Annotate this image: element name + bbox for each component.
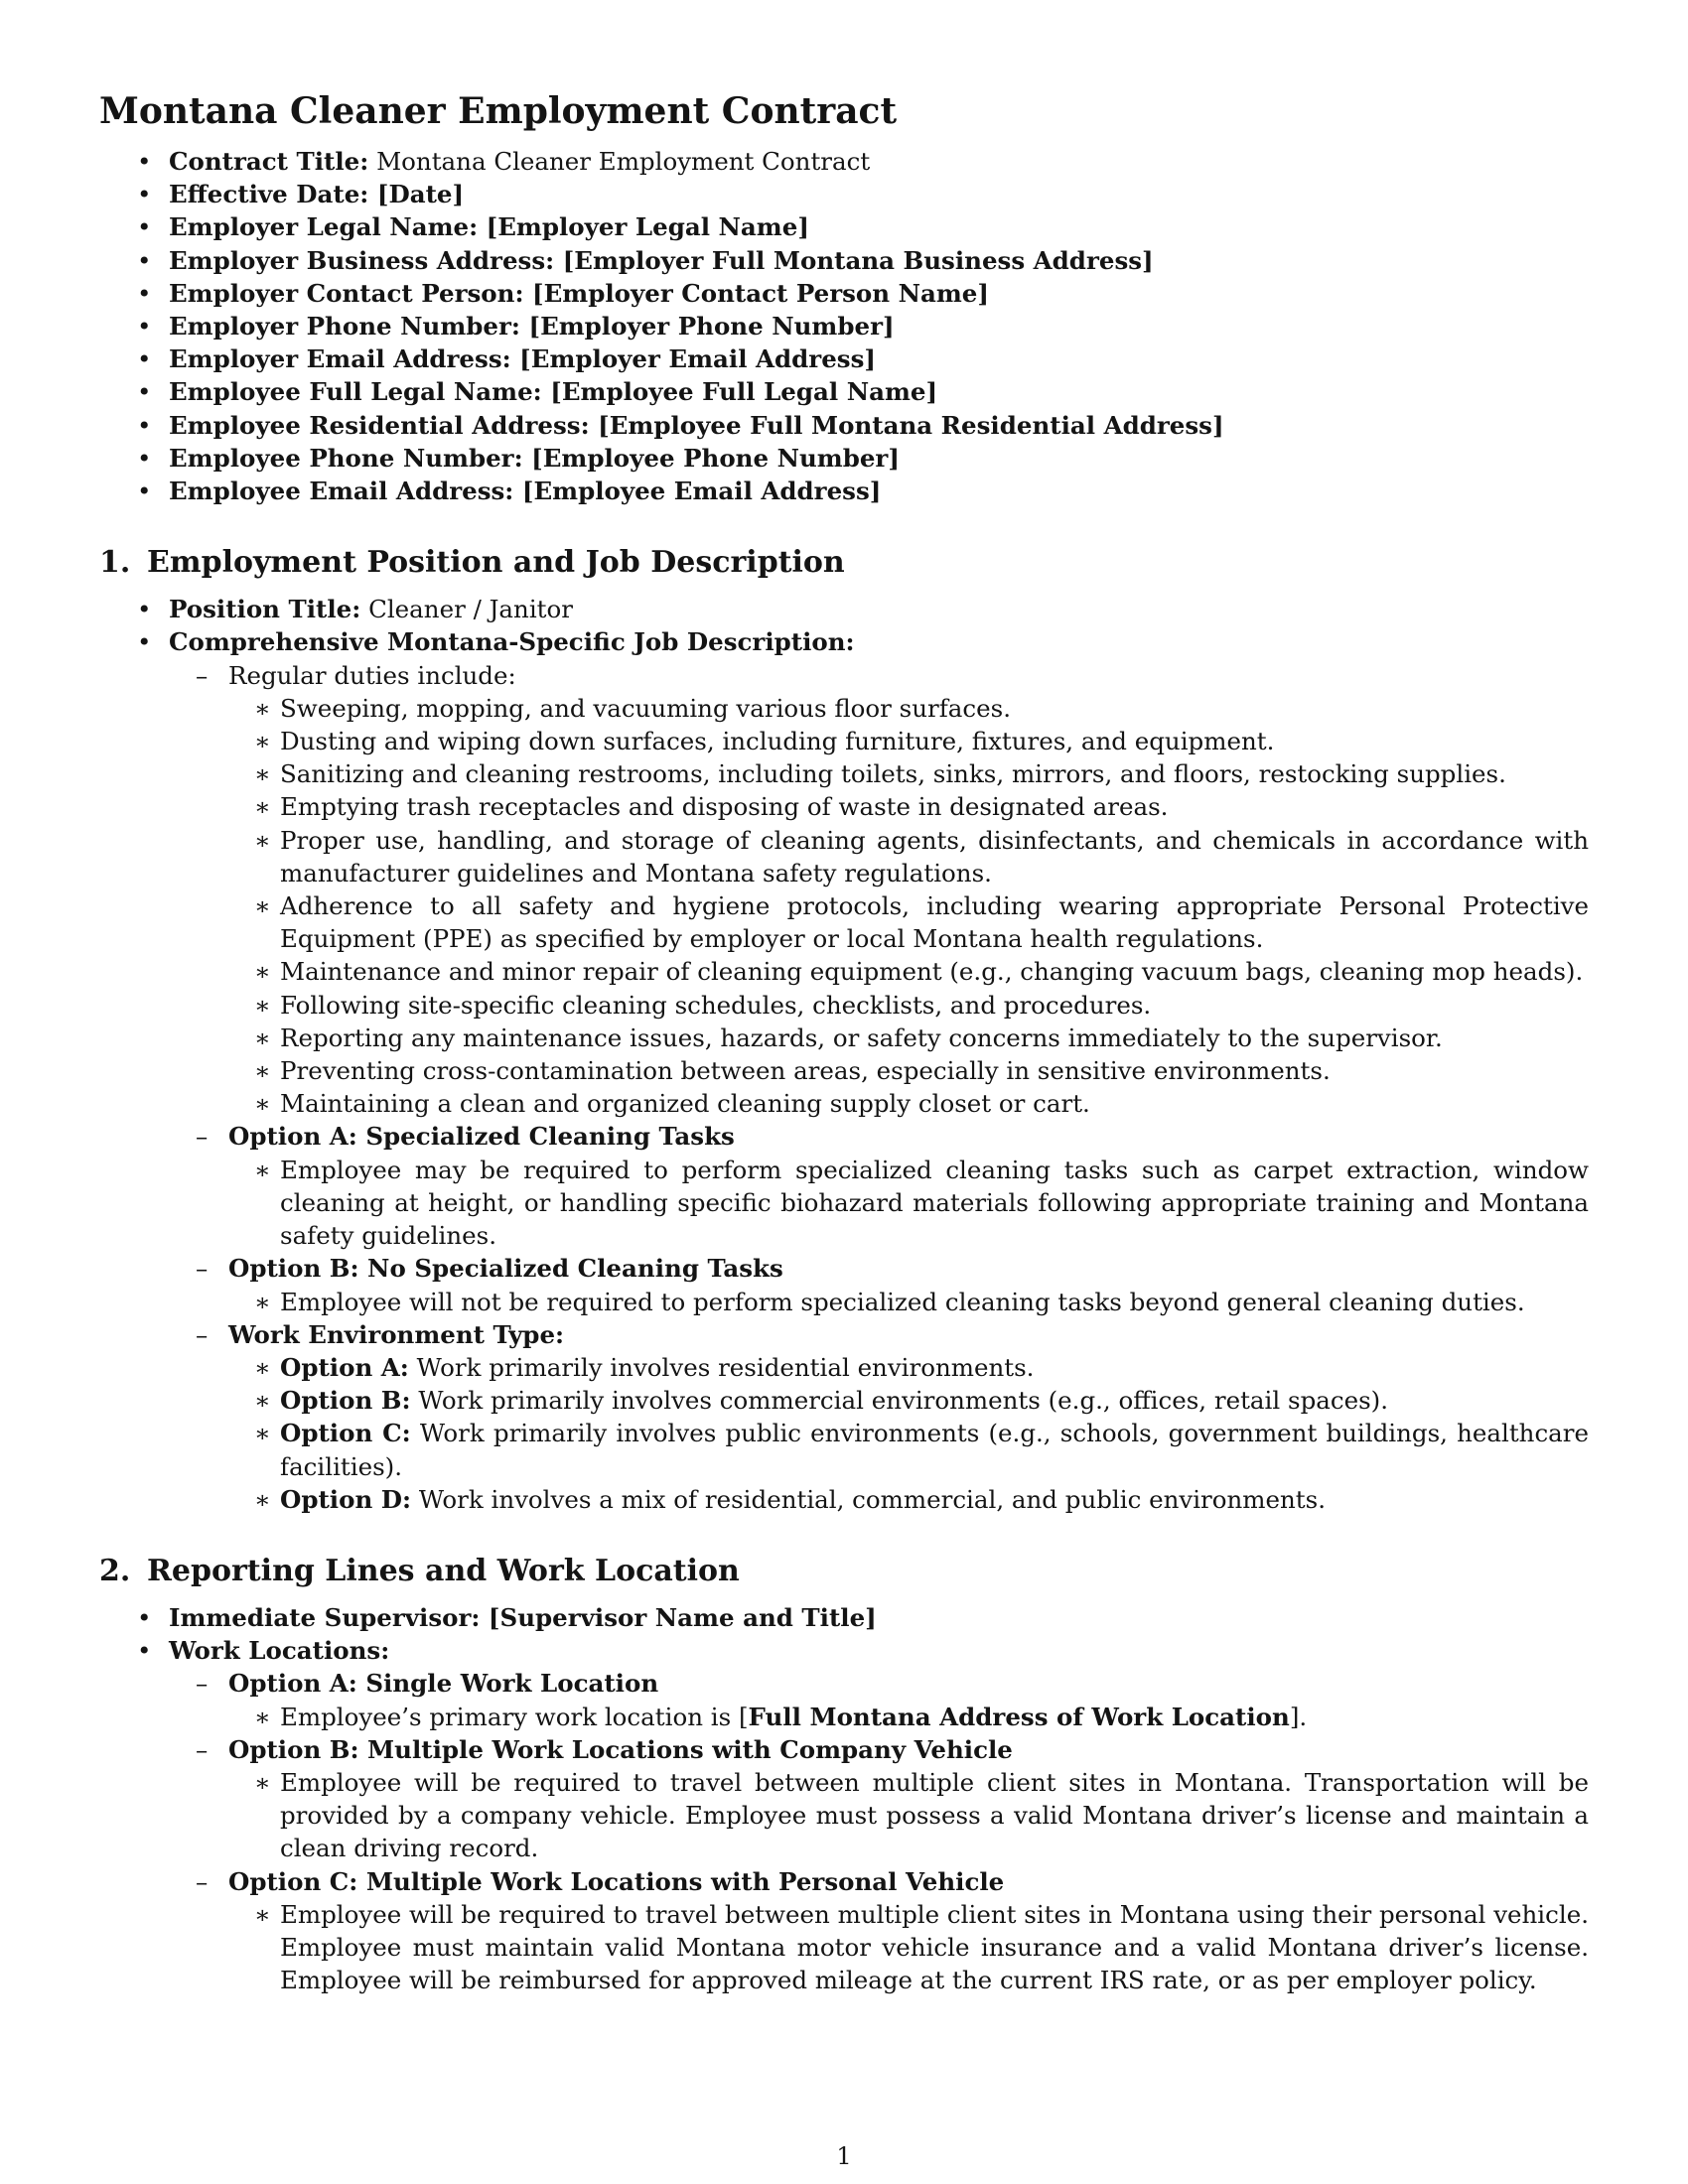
section-2-list (99, 1601, 1589, 1996)
regular-duties-item (169, 659, 1589, 1121)
field-value: [Employee Full Montana Residential Address] (589, 410, 1224, 440)
job-description-label: Comprehensive Montana-Specific Job Description: (169, 627, 855, 657)
work-environment-label: Work Environment Type: (228, 1319, 565, 1349)
location-option-b-label: Option B: Multiple Work Locations with Company Vehicle (228, 1734, 1013, 1764)
location-option-a-label: Option A: Single Work Location (228, 1669, 659, 1699)
field-label: Employer Contact Person: (169, 278, 524, 308)
section-number: 1. (99, 545, 131, 581)
location-option-a-text (228, 1701, 1589, 1733)
section-title: Employment Position and Job Description (147, 545, 845, 581)
option-a-label: Option A: Specialized Cleaning Tasks (228, 1122, 735, 1152)
duty-item: ∗ Proper use, handling, and storage of cleaning agents, disinfectants, and chemicals in accordance with manufacturer guidelines and Montana safety regulations. (228, 824, 1589, 889)
option-a-text: ∗ Employee may be required to perform specialized cleaning tasks such as carpet extraction, window cleaning at height, or handling specific biohazard materials following appropriate training and Montana safety guidelines. (228, 1154, 1589, 1253)
document-page (99, 87, 1589, 1996)
position-value: Cleaner / Janitor (360, 595, 573, 624)
header-field (99, 310, 1589, 342)
field-value: Montana Cleaner Employment Contract (368, 147, 871, 176)
option-b-list (228, 1286, 1589, 1318)
env-option-label: Option D: (280, 1484, 412, 1514)
header-field (99, 244, 1589, 277)
env-option-label: Option A: (280, 1352, 409, 1382)
env-option-text: Work primarily involves public environments (e.g., schools, government buildings, healthcare facilities). (280, 1419, 1589, 1481)
field-value: [Date] (368, 180, 465, 209)
section-number: 2. (99, 1553, 131, 1588)
section-1-heading (99, 543, 1589, 583)
env-option-text: Work primarily involves commercial environments (e.g., offices, retail spaces). (410, 1386, 1388, 1416)
supervisor-value: [Supervisor Name and Title] (480, 1602, 877, 1632)
field-value: [Employer Contact Person Name] (523, 278, 989, 308)
header-field (99, 178, 1589, 210)
work-environment-list (228, 1351, 1589, 1516)
header-field (99, 475, 1589, 507)
regular-duties-label: Regular duties include: (228, 660, 516, 690)
location-option-c-list (228, 1898, 1589, 1997)
location-option-c-label: Option C: Multiple Work Locations with Personal Vehicle (228, 1866, 1005, 1896)
field-label: Employer Legal Name: (169, 212, 479, 242)
header-field (99, 342, 1589, 375)
position-title-item (99, 593, 1589, 625)
duty-item: ∗ Reporting any maintenance issues, hazards, or safety concerns immediately to the supervisor. (228, 1022, 1589, 1054)
duty-item: ∗ Preventing cross-contamination between areas, especially in sensitive environments. (228, 1054, 1589, 1087)
work-locations-sublist (169, 1667, 1589, 1996)
field-value: [Employee Phone Number] (522, 443, 900, 473)
env-option (228, 1351, 1589, 1384)
field-value: [Employer Email Address] (510, 344, 876, 374)
document-title: Montana Cleaner Employment Contract (99, 90, 898, 132)
page-number: 1 (836, 2142, 852, 2170)
header-field (99, 210, 1589, 243)
field-label: Employer Phone Number: (169, 312, 520, 341)
location-option-a (169, 1667, 1589, 1732)
env-option (228, 1417, 1589, 1482)
field-label: Employee Email Address: (169, 477, 514, 506)
location-a-post: ]. (1289, 1702, 1308, 1731)
location-option-c (169, 1865, 1589, 1997)
location-option-a-list (228, 1701, 1589, 1733)
header-field (99, 145, 1589, 178)
env-option (228, 1483, 1589, 1516)
duty-item: ∗ Emptying trash receptacles and disposing of waste in designated areas. (228, 790, 1589, 823)
location-a-pre: Employee’s primary work location is [ (280, 1702, 749, 1731)
option-b-label: Option B: No Specialized Cleaning Tasks (228, 1254, 783, 1284)
env-option (228, 1384, 1589, 1417)
field-label: Employee Residential Address: (169, 410, 590, 440)
location-option-b-list (228, 1766, 1589, 1865)
option-b-text: ∗ Employee will not be required to perform specialized cleaning tasks beyond general cleaning duties. (228, 1286, 1589, 1318)
duty-item: ∗ Sanitizing and cleaning restrooms, including toilets, sinks, mirrors, and floors, restocking supplies. (228, 757, 1589, 790)
field-value: [Employer Legal Name] (478, 212, 809, 242)
regular-duties-list (228, 692, 1589, 1121)
supervisor-item (99, 1601, 1589, 1634)
field-label: Employer Email Address: (169, 344, 511, 374)
location-option-c-text: ∗ Employee will be required to travel between multiple client sites in Montana using their personal vehicle. Employee must maintain valid Montana motor vehicle insurance and a valid Montana driver’s license. Employee will be reimbursed for approved mileage at the current IRS rate, or as per employer policy. (228, 1898, 1589, 1997)
env-option-text: Work involves a mix of residential, commercial, and public environments. (411, 1484, 1326, 1514)
field-label: Employer Business Address: (169, 245, 555, 275)
field-label: Employee Full Legal Name: (169, 377, 542, 407)
env-option-label: Option C: (280, 1419, 411, 1448)
header-field (99, 442, 1589, 475)
work-environment-item (169, 1318, 1589, 1516)
duty-item: ∗ Adherence to all safety and hygiene protocols, including wearing appropriate Personal Protective Equipment (PPE) as specified by employer or local Montana health regulations. (228, 889, 1589, 955)
section-title: Reporting Lines and Work Location (147, 1553, 740, 1588)
section-2-heading (99, 1552, 1589, 1591)
duty-item: ∗ Dusting and wiping down surfaces, including furniture, fixtures, and equipment. (228, 725, 1589, 757)
duty-item: ∗ Sweeping, mopping, and vacuuming various floor surfaces. (228, 692, 1589, 725)
option-a-list (228, 1154, 1589, 1253)
field-label: Contract Title: (169, 147, 369, 176)
field-label: Employee Phone Number: (169, 443, 523, 473)
job-description-sublist (169, 659, 1589, 1516)
job-description-item (99, 625, 1589, 1515)
location-a-address: Full Montana Address of Work Location (748, 1702, 1290, 1731)
field-value: [Employer Phone Number] (519, 312, 895, 341)
env-option-text: Work primarily involves residential environments. (408, 1352, 1035, 1382)
work-locations-item (99, 1634, 1589, 1996)
option-a-specialized (169, 1120, 1589, 1252)
position-label: Position Title: (169, 595, 361, 624)
header-field (99, 277, 1589, 310)
env-option-label: Option B: (280, 1386, 411, 1416)
field-label: Effective Date: (169, 180, 369, 209)
location-option-b-text: ∗ Employee will be required to travel between multiple client sites in Montana. Transportation will be provided by a company vehicle. Employee must possess a valid Montana driver’s license and maintain a clean driving record. (228, 1766, 1589, 1865)
section-1-list (99, 593, 1589, 1516)
duty-item: ∗ Maintenance and minor repair of cleaning equipment (e.g., changing vacuum bags, cleaning mop heads). (228, 955, 1589, 988)
header-fields-list (99, 145, 1589, 507)
work-locations-label: Work Locations: (169, 1636, 390, 1666)
duty-item: ∗ Maintaining a clean and organized cleaning supply closet or cart. (228, 1087, 1589, 1120)
header-field (99, 375, 1589, 408)
supervisor-label: Immediate Supervisor: (169, 1602, 481, 1632)
field-value: [Employee Email Address] (513, 477, 882, 506)
location-option-b (169, 1733, 1589, 1865)
duty-item: ∗ Following site-specific cleaning schedules, checklists, and procedures. (228, 989, 1589, 1022)
field-value: [Employee Full Legal Name] (541, 377, 938, 407)
header-field (99, 409, 1589, 442)
field-value: [Employer Full Montana Business Address] (554, 245, 1154, 275)
option-b-no-specialized (169, 1252, 1589, 1317)
